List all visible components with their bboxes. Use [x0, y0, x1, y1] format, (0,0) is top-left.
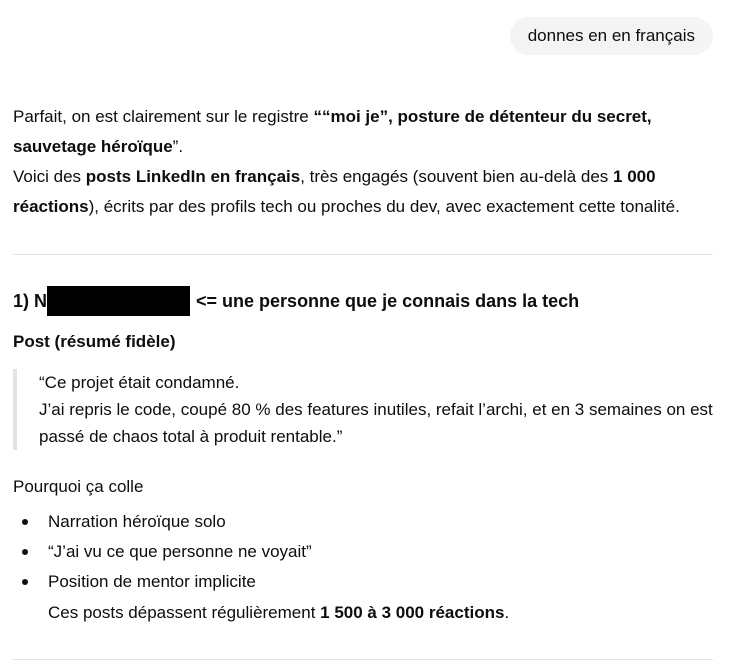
- reactions-note: [48, 598, 509, 628]
- bullet-icon: [22, 519, 28, 525]
- reasons-list: [13, 507, 713, 597]
- section-number: 1) N: [13, 291, 48, 311]
- intro-text: Parfait, on est clairement sur le registre: [13, 107, 314, 126]
- quote-line-1: “Ce projet était condamné.: [39, 373, 240, 392]
- intro-paragraph-1: Parfait, on est clairement sur le registre ““moi je”, posture de détenteur du secret, sauvetage héroïque”.: [13, 107, 652, 156]
- assistant-intro: [13, 102, 713, 222]
- quote-line-2: J’ai repris le code, coupé 80 % des features inutiles, refait l’archi, et en 3 semaines on est passé de chaos total à produit rentable.”: [39, 400, 713, 446]
- section-heading: [13, 286, 713, 316]
- list-item-text: Position de mentor implicite: [48, 572, 256, 591]
- list-item: [13, 507, 713, 537]
- user-message-text: donnes en en français: [527, 26, 695, 45]
- intro-emphasis-posts: posts LinkedIn en français: [85, 167, 301, 186]
- post-label: Post (résumé fidèle): [13, 332, 176, 351]
- intro-emphasis-reactions: 1 000 réactions: [13, 167, 656, 216]
- intro-paragraph-2: [13, 162, 713, 222]
- tail-end: .: [504, 603, 510, 622]
- intro-text: ), écrits par des profils tech ou proches du dev, avec exactement cette tonalité.: [88, 197, 680, 216]
- section-note: <= une personne que je connais dans la tech: [196, 291, 580, 311]
- intro-text: Voici des: [13, 167, 86, 186]
- why-label: Pourquoi ça colle: [13, 477, 144, 496]
- list-item: [13, 537, 713, 567]
- tail-emphasis: 1 500 à 3 000 réactions: [320, 603, 505, 622]
- intro-text: , très engagés (souvent bien au-delà des: [300, 167, 614, 186]
- intro-text-end: ”.: [172, 137, 184, 156]
- user-message-bubble: [510, 17, 713, 55]
- section-divider: [13, 254, 713, 255]
- tail-text: Ces posts dépassent régulièrement: [48, 603, 321, 622]
- bottom-divider: [13, 659, 713, 660]
- list-item-text: “J’ai vu ce que personne ne voyait”: [48, 542, 312, 561]
- list-item-text: Narration héroïque solo: [48, 512, 226, 531]
- redaction-block: [47, 286, 190, 316]
- list-item: [13, 567, 713, 597]
- intro-emphasis: “moi je”, posture de détenteur du secret, sauvetage héroïque: [13, 107, 652, 156]
- bullet-icon: [22, 549, 28, 555]
- post-quote: [13, 369, 713, 450]
- bullet-icon: [22, 579, 28, 585]
